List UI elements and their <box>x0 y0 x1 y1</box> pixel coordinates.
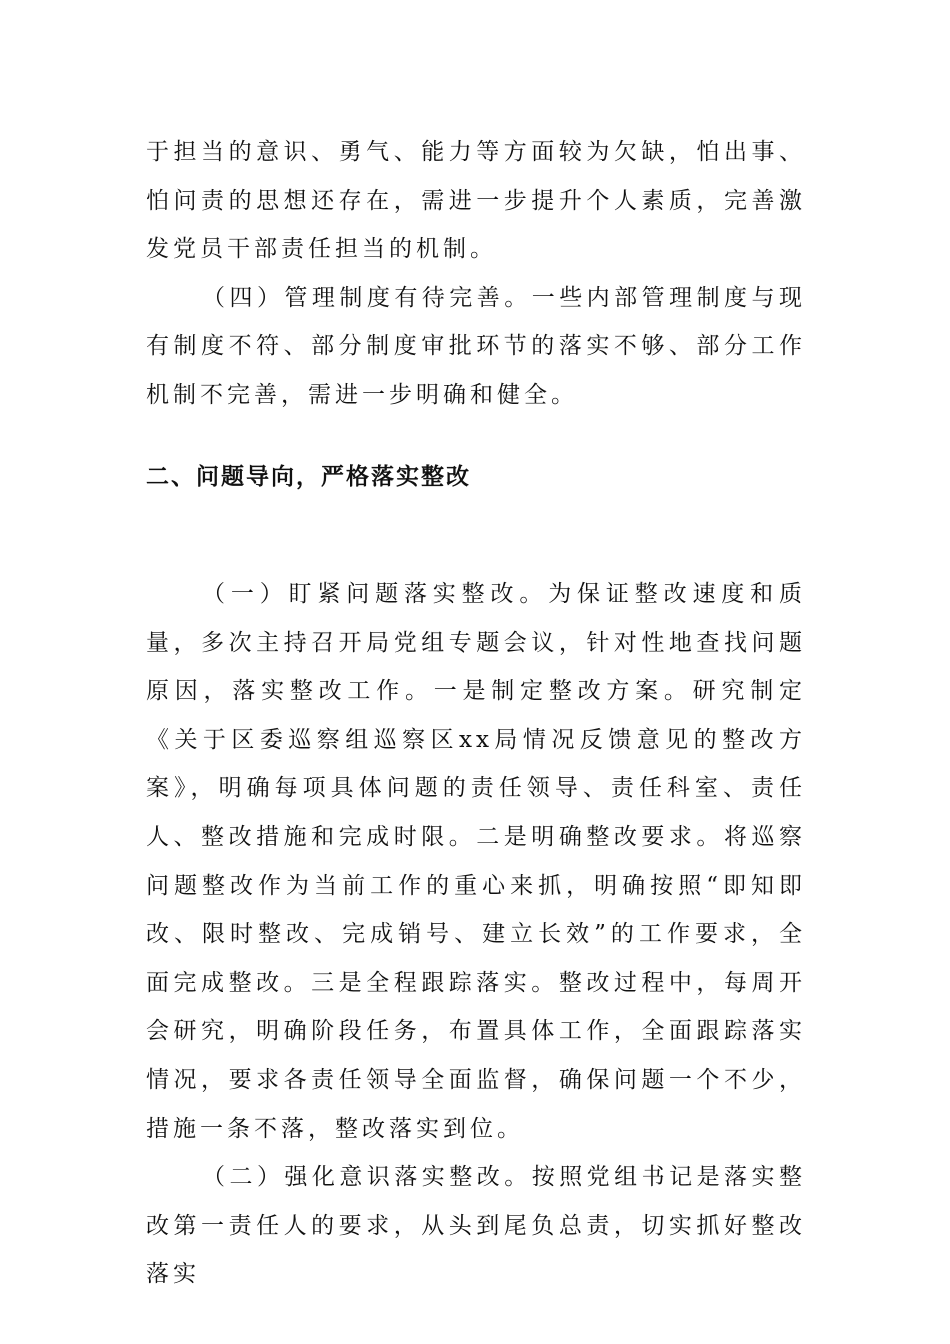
top-text-block <box>146 128 806 420</box>
bottom-text-block <box>146 570 806 1299</box>
paragraph-continuation: 于担当的意识、勇气、能力等方面较为欠缺，怕出事、怕问责的思想还存在，需进一步提升个人素质，完善激发党员干部责任担当的机制。 <box>146 139 806 263</box>
paragraph-strengthen-awareness: （二）强化意识落实整改。按照党组书记是落实整改第一责任人的要求，从头到尾负总责，切实抓好整改落实 <box>146 1164 806 1288</box>
section-heading: 二、问题导向，严格落实整改 <box>146 464 471 490</box>
paragraph-rectification-focus: （一）盯紧问题落实整改。为保证整改速度和质量，多次主持召开局党组专题会议，针对性地查找问题原因，落实整改工作。一是制定整改方案。研究制定《关于区委巡察组巡察区xx局情况反馈意见的整改方案》，明确每项具体问题的责任领导、责任科室、责任人、整改措施和完成时限。二是明确整改要求。将巡察问题整改作为当前工作的重心来抓，明确按照“即知即改、限时整改、完成销号、建立长效”的工作要求，全面完成整改。三是全程跟踪落实。整改过程中，每周开会研究，明确阶段任务，布置具体工作，全面跟踪落实情况，要求各责任领导全面监督，确保问题一个不少，措施一条不落，整改落实到位。 <box>146 581 806 1142</box>
paragraph-management-system: （四）管理制度有待完善。一些内部管理制度与现有制度不符、部分制度审批环节的落实不够、部分工作机制不完善，需进一步明确和健全。 <box>146 284 806 408</box>
